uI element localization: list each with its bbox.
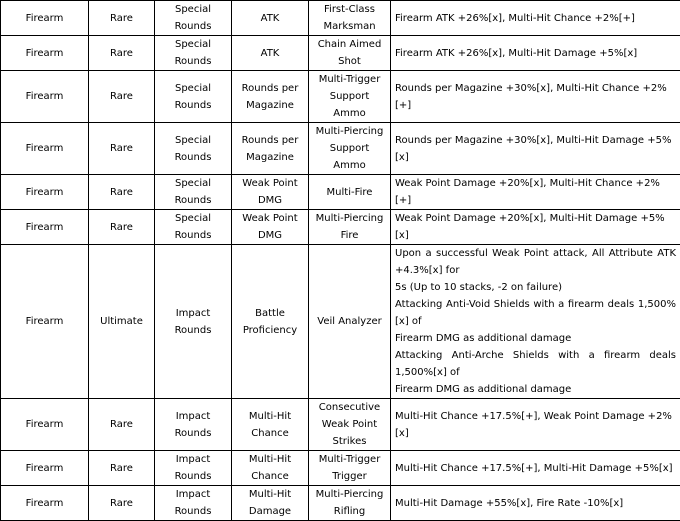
stat-line: ATK xyxy=(235,10,305,27)
stat-line: Weak Point xyxy=(235,175,305,192)
cell-stat xyxy=(232,451,309,486)
table-row xyxy=(1,486,680,521)
effect-line: Weak Point Damage +20%[x], Multi-Hit Damage +5%[x] xyxy=(395,210,676,244)
table-body xyxy=(1,1,680,521)
cell-rarity: Rare xyxy=(89,175,155,210)
name-line: Rifling xyxy=(312,503,387,520)
cell-rarity: Rare xyxy=(89,1,155,36)
category-line: Rounds xyxy=(158,192,228,209)
effect-line: Multi-Hit Damage +55%[x], Fire Rate -10%[x] xyxy=(395,495,676,512)
category-line: Rounds xyxy=(158,322,228,339)
cell-effect xyxy=(391,210,680,245)
cell-stat xyxy=(232,210,309,245)
stat-line: Multi-Hit xyxy=(235,408,305,425)
cell-type: Firearm xyxy=(1,123,89,175)
cell-stat xyxy=(232,245,309,399)
name-line: Trigger xyxy=(312,468,387,485)
effect-line: Firearm ATK +26%[x], Multi-Hit Damage +5%[x] xyxy=(395,45,676,62)
cell-rarity: Rare xyxy=(89,210,155,245)
category-line: Rounds xyxy=(158,149,228,166)
effect-line: Upon a successful Weak Point attack, All Attribute ATK +4.3%[x] for xyxy=(395,245,676,279)
name-line: Multi-Trigger xyxy=(312,451,387,468)
cell-rarity: Rare xyxy=(89,123,155,175)
name-line: Support Ammo xyxy=(312,88,387,122)
cell-type: Firearm xyxy=(1,36,89,71)
category-line: Rounds xyxy=(158,227,228,244)
category-line: Rounds xyxy=(158,468,228,485)
stat-line: Damage xyxy=(235,503,305,520)
stat-line: Magazine xyxy=(235,97,305,114)
name-line: Chain Aimed xyxy=(312,36,387,53)
table-row xyxy=(1,1,680,36)
effect-line: Attacking Anti-Arche Shields with a firearm deals 1,500%[x] of xyxy=(395,347,676,381)
cell-module-name xyxy=(309,245,391,399)
cell-rarity: Ultimate xyxy=(89,245,155,399)
name-line: Consecutive xyxy=(312,399,387,416)
cell-module-name xyxy=(309,210,391,245)
category-line: Rounds xyxy=(158,503,228,520)
cell-stat xyxy=(232,71,309,123)
cell-stat xyxy=(232,399,309,451)
cell-module-name xyxy=(309,399,391,451)
table-row xyxy=(1,36,680,71)
cell-category xyxy=(155,1,232,36)
cell-rarity: Rare xyxy=(89,451,155,486)
cell-effect xyxy=(391,123,680,175)
name-line: Multi-Trigger xyxy=(312,71,387,88)
cell-category xyxy=(155,175,232,210)
cell-stat xyxy=(232,175,309,210)
effect-line: Firearm ATK +26%[x], Multi-Hit Chance +2%[+] xyxy=(395,10,676,27)
category-line: Rounds xyxy=(158,18,228,35)
effect-line: Attacking Anti-Void Shields with a firearm deals 1,500%[x] of xyxy=(395,296,676,330)
stat-line: Chance xyxy=(235,468,305,485)
name-line: Marksman xyxy=(312,18,387,35)
cell-rarity: Rare xyxy=(89,399,155,451)
cell-category xyxy=(155,486,232,521)
effect-line: Weak Point Damage +20%[x], Multi-Hit Chance +2%[+] xyxy=(395,175,676,209)
cell-category xyxy=(155,451,232,486)
table-row xyxy=(1,71,680,123)
table-row xyxy=(1,245,680,399)
cell-effect xyxy=(391,486,680,521)
name-line: Support Ammo xyxy=(312,140,387,174)
category-line: Impact xyxy=(158,451,228,468)
table-row xyxy=(1,175,680,210)
table-row xyxy=(1,123,680,175)
cell-effect xyxy=(391,245,680,399)
table-row xyxy=(1,399,680,451)
cell-type: Firearm xyxy=(1,451,89,486)
cell-rarity: Rare xyxy=(89,36,155,71)
cell-module-name xyxy=(309,36,391,71)
cell-module-name xyxy=(309,451,391,486)
cell-module-name xyxy=(309,123,391,175)
effect-line: Firearm DMG as additional damage xyxy=(395,330,676,347)
category-line: Special xyxy=(158,1,228,18)
cell-stat xyxy=(232,36,309,71)
cell-type: Firearm xyxy=(1,210,89,245)
cell-effect xyxy=(391,1,680,36)
stat-line: Magazine xyxy=(235,149,305,166)
stat-line: Rounds per xyxy=(235,80,305,97)
effect-line: Multi-Hit Chance +17.5%[+], Weak Point Damage +2%[x] xyxy=(395,408,676,442)
cell-module-name xyxy=(309,71,391,123)
cell-stat xyxy=(232,486,309,521)
cell-type: Firearm xyxy=(1,486,89,521)
cell-category xyxy=(155,399,232,451)
category-line: Special xyxy=(158,175,228,192)
stat-line: Multi-Hit xyxy=(235,451,305,468)
stat-line: Battle xyxy=(235,305,305,322)
category-line: Special xyxy=(158,210,228,227)
category-line: Special xyxy=(158,36,228,53)
cell-type: Firearm xyxy=(1,71,89,123)
cell-effect xyxy=(391,175,680,210)
effect-line: 5s (Up to 10 stacks, -2 on failure) xyxy=(395,279,676,296)
category-line: Impact xyxy=(158,305,228,322)
name-line: Fire xyxy=(312,227,387,244)
cell-category xyxy=(155,71,232,123)
name-line: First-Class xyxy=(312,1,387,18)
effect-line: Multi-Hit Chance +17.5%[+], Multi-Hit Damage +5%[x] xyxy=(395,460,676,477)
stat-line: Chance xyxy=(235,425,305,442)
stat-line: DMG xyxy=(235,227,305,244)
cell-rarity: Rare xyxy=(89,71,155,123)
table-row xyxy=(1,210,680,245)
cell-type: Firearm xyxy=(1,1,89,36)
cell-type: Firearm xyxy=(1,245,89,399)
cell-stat xyxy=(232,123,309,175)
cell-stat xyxy=(232,1,309,36)
cell-effect xyxy=(391,71,680,123)
cell-category xyxy=(155,245,232,399)
category-line: Rounds xyxy=(158,97,228,114)
category-line: Rounds xyxy=(158,53,228,70)
cell-module-name xyxy=(309,175,391,210)
category-line: Impact xyxy=(158,486,228,503)
cell-category xyxy=(155,123,232,175)
name-line: Weak Point xyxy=(312,416,387,433)
category-line: Rounds xyxy=(158,425,228,442)
category-line: Impact xyxy=(158,408,228,425)
name-line: Strikes xyxy=(312,433,387,450)
effect-line: Rounds per Magazine +30%[x], Multi-Hit Damage +5%[x] xyxy=(395,132,676,166)
cell-module-name xyxy=(309,486,391,521)
name-line: Shot xyxy=(312,53,387,70)
effect-line: Firearm DMG as additional damage xyxy=(395,381,676,398)
name-line: Multi-Piercing xyxy=(312,123,387,140)
stat-line: ATK xyxy=(235,45,305,62)
cell-type: Firearm xyxy=(1,399,89,451)
cell-rarity: Rare xyxy=(89,486,155,521)
cell-category xyxy=(155,210,232,245)
effect-line: Rounds per Magazine +30%[x], Multi-Hit Chance +2%[+] xyxy=(395,80,676,114)
name-line: Veil Analyzer xyxy=(312,313,387,330)
table-row xyxy=(1,451,680,486)
stat-line: Rounds per xyxy=(235,132,305,149)
name-line: Multi-Piercing xyxy=(312,486,387,503)
cell-category xyxy=(155,36,232,71)
stat-line: Proficiency xyxy=(235,322,305,339)
category-line: Special xyxy=(158,80,228,97)
category-line: Special xyxy=(158,132,228,149)
stat-line: DMG xyxy=(235,192,305,209)
stat-line: Multi-Hit xyxy=(235,486,305,503)
cell-effect xyxy=(391,451,680,486)
stat-line: Weak Point xyxy=(235,210,305,227)
cell-effect xyxy=(391,399,680,451)
cell-type: Firearm xyxy=(1,175,89,210)
name-line: Multi-Fire xyxy=(312,184,387,201)
cell-effect xyxy=(391,36,680,71)
name-line: Multi-Piercing xyxy=(312,210,387,227)
cell-module-name xyxy=(309,1,391,36)
